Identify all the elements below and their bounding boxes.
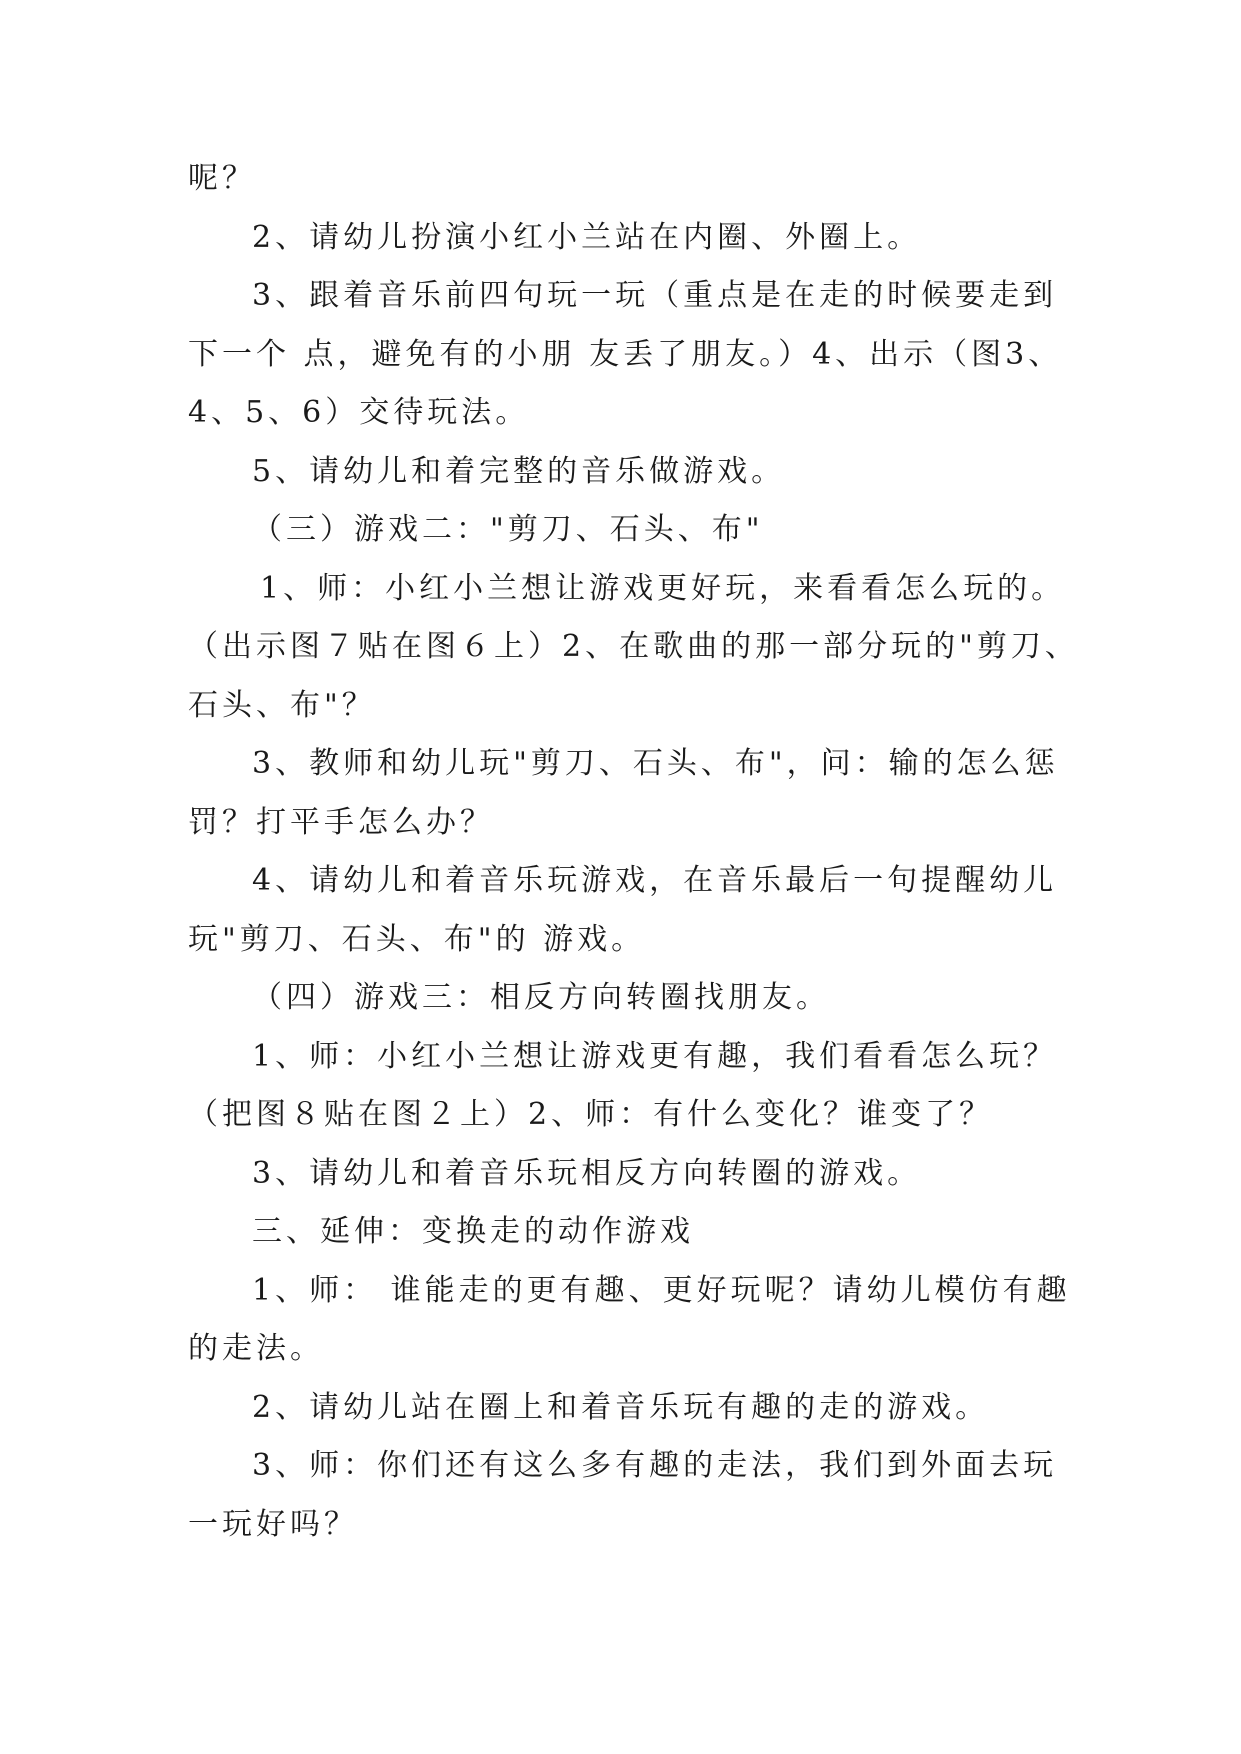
text-line: 的走法。 bbox=[188, 1331, 324, 1366]
text-line: 石头、布"？ bbox=[188, 687, 376, 723]
text-line: （出示图７贴在图６上）2、在歌曲的那一部分玩的"剪刀、 bbox=[188, 629, 1079, 664]
text-line: 罚？打平手怎么办？ bbox=[188, 804, 494, 840]
section-heading: 三、延伸：变换走的动作游戏 bbox=[252, 1214, 694, 1249]
text-line: （把图８贴在图２上）2、师：有什么变化？谁变了？ bbox=[188, 1097, 994, 1132]
text-line: 3、师：你们还有这么多有趣的走法，我们到外面去玩 bbox=[252, 1448, 1058, 1483]
text-line: 1、师： 谁能走的更有趣、更好玩呢？请幼儿模仿有趣 bbox=[252, 1272, 1071, 1308]
text-line: 3、请幼儿和着音乐玩相反方向转圈的游戏。 bbox=[252, 1155, 922, 1191]
section-heading: （三）游戏二："剪刀、石头、布" bbox=[252, 512, 764, 547]
text-line: 玩"剪刀、石头、布"的 游戏。 bbox=[188, 921, 646, 957]
text-line: 下一个 点，避免有的小朋 友丢了朋友。）4、出示（图3、 bbox=[188, 336, 1063, 372]
text-line: 一玩好吗？ bbox=[188, 1506, 358, 1542]
text-line: 4、请幼儿和着音乐玩游戏，在音乐最后一句提醒幼儿 bbox=[252, 863, 1058, 898]
text-line: 1、师：小红小兰想让游戏更有趣，我们看看怎么玩？ bbox=[252, 1038, 1058, 1074]
text-line: 3、教师和幼儿玩"剪刀、石头、布"，问：输的怎么惩 bbox=[252, 746, 1059, 781]
text-line: 3、跟着音乐前四句玩一玩（重点是在走的时候要走到 bbox=[252, 278, 1058, 313]
text-line: 2、请幼儿扮演小红小兰站在内圈、外圈上。 bbox=[252, 219, 922, 255]
text-line: 2、请幼儿站在圈上和着音乐玩有趣的走的游戏。 bbox=[252, 1389, 990, 1425]
text-line: 1、师：小红小兰想让游戏更好玩，来看看怎么玩的。 bbox=[260, 570, 1066, 606]
text-line: 4、5、6）交待玩法。 bbox=[188, 395, 530, 430]
section-heading: （四）游戏三：相反方向转圈找朋友。 bbox=[252, 980, 830, 1015]
text-line: 5、请幼儿和着完整的音乐做游戏。 bbox=[252, 453, 786, 489]
text-line: 呢？ bbox=[188, 161, 256, 196]
body-text bbox=[188, 150, 1079, 1554]
